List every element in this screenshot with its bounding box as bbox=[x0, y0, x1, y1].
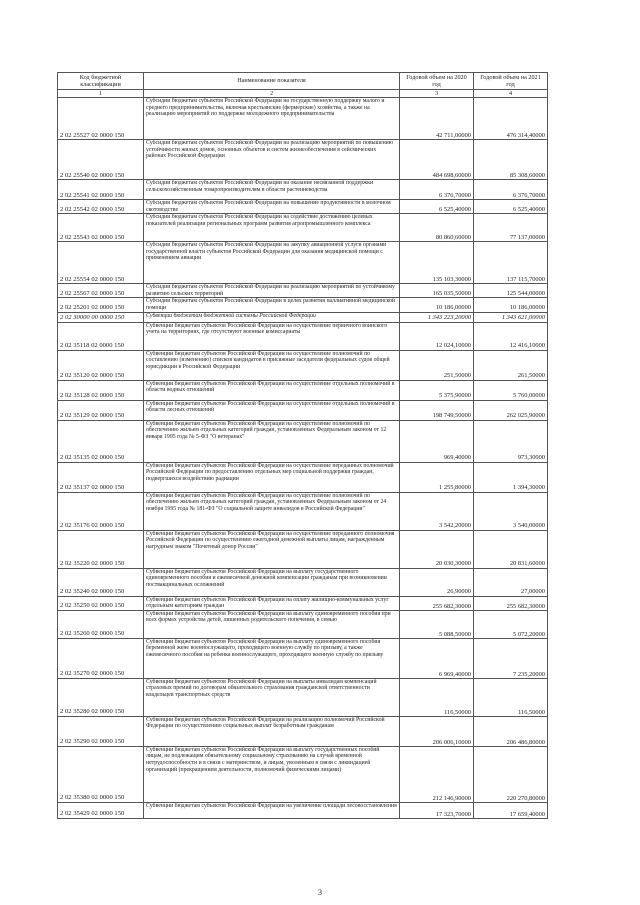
table-row bbox=[58, 610, 548, 638]
table-row bbox=[58, 746, 548, 802]
row-name: Субвенции бюджетам субъектов Российской Федерации на выплату государственных пособий лицам, не подлежащим обязательному социальному страхованию на случай временной нетрудоспособности и в связи с материнством, и лицам, уволенным в связи с ликвидацией организаций (прекращением деятельности, полномочий физическими лицами) bbox=[144, 746, 400, 802]
row-code: 2 02 35129 02 0000 150 bbox=[58, 400, 144, 420]
table-row bbox=[58, 180, 548, 200]
row-value-2021: 85 308,60000 bbox=[474, 140, 548, 180]
row-code: 2 02 25527 02 0000 150 bbox=[58, 98, 144, 140]
row-code: 2 02 35250 02 0000 150 bbox=[58, 596, 144, 610]
table-row bbox=[58, 350, 548, 380]
row-value-2021: 6 376,70000 bbox=[474, 180, 548, 200]
row-name: Субвенции бюджетам субъектов Российской Федерации на осуществление полномочий по обеспечению жильем отдельных категорий граждан, установленных Федеральным законом от 24 ноября 1995 года № 181-ФЗ "О социальной защите инвалидов в Российской Федерации" bbox=[144, 492, 400, 530]
row-code: 2 02 35270 02 0000 150 bbox=[58, 638, 144, 678]
row-value-2020: 165 035,50000 bbox=[400, 284, 474, 298]
row-code: 2 02 35290 02 0000 150 bbox=[58, 716, 144, 746]
row-value-2020: 20 030,30000 bbox=[400, 530, 474, 568]
row-code: 2 02 35137 02 0000 150 bbox=[58, 462, 144, 492]
header-sum-2020: Годовой объем на 2020 год bbox=[400, 73, 474, 90]
table-row bbox=[58, 298, 548, 312]
row-value-2020: 116,50000 bbox=[400, 678, 474, 716]
row-code: 2 02 25201 02 0000 150 bbox=[58, 298, 144, 312]
row-name: Субвенции бюджетам субъектов Российской Федерации на осуществление первичного воинского учета на территориях, где отсутствуют военные комиссариаты bbox=[144, 322, 400, 350]
row-value-2021: 20 831,60000 bbox=[474, 530, 548, 568]
row-code: 2 02 25554 02 0000 150 bbox=[58, 242, 144, 284]
table-row bbox=[58, 200, 548, 214]
row-value-2021: 7 235,20000 bbox=[474, 638, 548, 678]
row-value-2021: 116,50000 bbox=[474, 678, 548, 716]
row-value-2020: 3 542,20000 bbox=[400, 492, 474, 530]
row-name: Субсидии бюджетам субъектов Российской Федерации на повышение продуктивности в молочном скотоводстве bbox=[144, 200, 400, 214]
row-name: Субвенции бюджетам бюджетной системы Российской Федерации bbox=[144, 312, 400, 322]
table-row bbox=[58, 242, 548, 284]
row-value-2020: 5 088,50000 bbox=[400, 610, 474, 638]
table-row bbox=[58, 322, 548, 350]
row-code: 2 02 35128 02 0000 150 bbox=[58, 380, 144, 400]
row-value-2021: 262 025,90000 bbox=[474, 400, 548, 420]
table-row bbox=[58, 462, 548, 492]
table-row bbox=[58, 716, 548, 746]
table-row bbox=[58, 214, 548, 242]
row-value-2021: 6 525,40000 bbox=[474, 200, 548, 214]
table-row bbox=[58, 284, 548, 298]
table-row bbox=[58, 596, 548, 610]
header-code: Код бюджетной классификации bbox=[58, 73, 144, 90]
row-value-2020: 135 103,30000 bbox=[400, 242, 474, 284]
row-name: Субвенции бюджетам субъектов Российской Федерации на выплату единовременного пособия беременной жене военнослужащего, проходящего военную службу по призыву, а также ежемесячного пособия на ребенка военнослужащего, проходящего военную службу по призыву bbox=[144, 638, 400, 678]
row-value-2021: 5 760,00000 bbox=[474, 380, 548, 400]
table-row bbox=[58, 678, 548, 716]
table-row bbox=[58, 400, 548, 420]
header-sum-2021: Годовой объем на 2021 год bbox=[474, 73, 548, 90]
row-value-2020: 80 860,60000 bbox=[400, 214, 474, 242]
row-value-2021: 10 186,00000 bbox=[474, 298, 548, 312]
row-value-2020: 6 969,40000 bbox=[400, 638, 474, 678]
row-name: Субвенции бюджетам субъектов Российской Федерации на осуществление переданного полномочия Российской Федерации по осуществлению ежегодной денежной выплаты лицам, награжденным нагрудным знаком "Почетный донор России" bbox=[144, 530, 400, 568]
row-name: Субвенции бюджетам субъектов Российской Федерации на реализацию полномочий Российской Федерации по осуществлению социальных выплат безработным гражданам bbox=[144, 716, 400, 746]
row-code: 2 02 35220 02 0000 150 bbox=[58, 530, 144, 568]
table-header-row bbox=[58, 73, 548, 90]
row-code: 2 02 35429 02 0000 150 bbox=[58, 802, 144, 818]
header-name: Наименование показателя bbox=[144, 73, 400, 90]
column-number: 3 bbox=[400, 90, 474, 98]
table-row bbox=[58, 380, 548, 400]
row-code: 2 02 35135 02 0000 150 bbox=[58, 420, 144, 462]
row-value-2020: 42 711,00000 bbox=[400, 98, 474, 140]
row-code: 2 02 25543 02 0000 150 bbox=[58, 214, 144, 242]
row-code: 2 02 35118 02 0000 150 bbox=[58, 322, 144, 350]
row-value-2021: 476 314,40000 bbox=[474, 98, 548, 140]
budget-table bbox=[57, 72, 548, 819]
row-name: Субвенции бюджетам субъектов Российской Федерации на увеличение площади лесовосстановления bbox=[144, 802, 400, 818]
row-name: Субвенции бюджетам субъектов Российской Федерации на осуществление полномочий по составлению (изменению) списков кандидатов в присяжные заседатели федеральных судов общей юрисдикции в Российской Федерации bbox=[144, 350, 400, 380]
row-value-2020: 6 376,70000 bbox=[400, 180, 474, 200]
row-value-2021: 125 544,00000 bbox=[474, 284, 548, 298]
row-name: Субсидии бюджетам субъектов Российской Федерации в целях развития паллиативной медицинской помощи bbox=[144, 298, 400, 312]
row-code: 2 02 35280 02 0000 150 bbox=[58, 678, 144, 716]
row-value-2021: 3 540,00000 bbox=[474, 492, 548, 530]
row-value-2021: 137 115,70000 bbox=[474, 242, 548, 284]
table-row bbox=[58, 492, 548, 530]
row-value-2020: 12 024,10000 bbox=[400, 322, 474, 350]
row-value-2021: 77 137,00000 bbox=[474, 214, 548, 242]
table-row bbox=[58, 802, 548, 818]
row-value-2020: 251,50000 bbox=[400, 350, 474, 380]
row-name: Субвенции бюджетам субъектов Российской Федерации на выплату единовременного пособия при всех формах устройства детей, лишенных родительского попечения, в семью bbox=[144, 610, 400, 638]
row-code: 2 02 30000 00 0000 150 bbox=[58, 312, 144, 322]
table-row bbox=[58, 140, 548, 180]
table-row bbox=[58, 568, 548, 596]
row-value-2020: 969,40000 bbox=[400, 420, 474, 462]
row-value-2020: 1 343 223,20000 bbox=[400, 312, 474, 322]
row-name: Субсидии бюджетам субъектов Российской Федерации на оказание несвязанной поддержки сельскохозяйственным товаропроизводителям в области растениеводства bbox=[144, 180, 400, 200]
table-row bbox=[58, 420, 548, 462]
row-value-2021: 17 659,40000 bbox=[474, 802, 548, 818]
row-name: Субвенции бюджетам субъектов Российской Федерации на осуществление переданных полномочий Российской Федерации по предоставлению отдельных мер социальной поддержки граждан, подвергшихся воздействию радиации bbox=[144, 462, 400, 492]
row-value-2020: 6 525,40000 bbox=[400, 200, 474, 214]
page-number: 3 bbox=[318, 888, 322, 897]
row-code: 2 02 25541 02 0000 150 bbox=[58, 180, 144, 200]
row-name: Субвенции бюджетам субъектов Российской Федерации на осуществление отдельных полномочий в области лесных отношений bbox=[144, 400, 400, 420]
row-value-2021: 206 486,80000 bbox=[474, 716, 548, 746]
row-name: Субсидии бюджетам субъектов Российской Федерации на реализацию мероприятий по устойчивому развитию сельских территорий bbox=[144, 284, 400, 298]
row-name: Субсидии бюджетам субъектов Российской Федерации на реализацию мероприятий по повышению устойчивости жилых домов, основных объектов и систем жизнеобеспечения в сейсмических районах Российской Федерации bbox=[144, 140, 400, 180]
table-row bbox=[58, 530, 548, 568]
row-value-2021: 973,30000 bbox=[474, 420, 548, 462]
row-value-2020: 212 146,90000 bbox=[400, 746, 474, 802]
row-value-2021: 27,00000 bbox=[474, 568, 548, 596]
row-value-2021: 255 682,30000 bbox=[474, 596, 548, 610]
row-name: Субвенции бюджетам субъектов Российской Федерации на осуществление полномочий по обеспечению жильем отдельных категорий граждан, установленных Федеральным законом от 12 января 1995 года № 5-ФЗ "О ветеранах" bbox=[144, 420, 400, 462]
row-value-2020: 17 323,70000 bbox=[400, 802, 474, 818]
row-code: 2 02 35240 02 0000 150 bbox=[58, 568, 144, 596]
row-code: 2 02 35260 02 0000 150 bbox=[58, 610, 144, 638]
row-name: Субвенции бюджетам субъектов Российской Федерации на осуществление отдельных полномочий в области водных отношений bbox=[144, 380, 400, 400]
row-name: Субвенции бюджетам субъектов Российской Федерации на оплату жилищно-коммунальных услуг отдельным категориям граждан bbox=[144, 596, 400, 610]
row-value-2021: 1 343 621,00000 bbox=[474, 312, 548, 322]
table-row bbox=[58, 98, 548, 140]
row-value-2020: 10 186,00000 bbox=[400, 298, 474, 312]
row-name: Субсидии бюджетам субъектов Российской Федерации на закупку авиационной услуги органами государственной власти субъектов Российской Федерации для оказания медицинской помощи с применением авиации bbox=[144, 242, 400, 284]
row-code: 2 02 25567 02 0000 150 bbox=[58, 284, 144, 298]
row-value-2020: 1 255,80000 bbox=[400, 462, 474, 492]
row-code: 2 02 35380 02 0000 150 bbox=[58, 746, 144, 802]
row-value-2021: 220 270,80000 bbox=[474, 746, 548, 802]
row-value-2021: 1 394,30000 bbox=[474, 462, 548, 492]
row-value-2021: 261,50000 bbox=[474, 350, 548, 380]
row-value-2020: 198 749,50000 bbox=[400, 400, 474, 420]
row-name: Субвенции бюджетам субъектов Российской Федерации на выплату государственного единовременного пособия и ежемесячной денежной компенсации гражданам при возникновении поствакцинальных осложнений bbox=[144, 568, 400, 596]
column-number-row bbox=[58, 90, 548, 98]
row-code: 2 02 25542 02 0000 150 bbox=[58, 200, 144, 214]
row-name: Субвенции бюджетам субъектов Российской Федерации на выплаты инвалидам компенсаций страховых премий по договорам обязательного страхования гражданской ответственности владельцев транспортных средств bbox=[144, 678, 400, 716]
column-number: 1 bbox=[58, 90, 144, 98]
row-code: 2 02 35176 02 0000 150 bbox=[58, 492, 144, 530]
row-name: Субсидии бюджетам субъектов Российской Федерации на государственную поддержку малого и среднего предпринимательства, включая крестьянские (фермерские) хозяйства, а также на реализацию мероприятий по поддержке молодежного предпринимательства bbox=[144, 98, 400, 140]
row-code: 2 02 35120 02 0000 150 bbox=[58, 350, 144, 380]
row-value-2021: 12 416,10000 bbox=[474, 322, 548, 350]
row-name: Субсидии бюджетам субъектов Российской Федерации на содействие достижению целевых показателей реализации региональных программ развития агропромышленного комплекса bbox=[144, 214, 400, 242]
table-body bbox=[58, 98, 548, 819]
row-value-2020: 484 698,60000 bbox=[400, 140, 474, 180]
column-number: 4 bbox=[474, 90, 548, 98]
row-code: 2 02 25540 02 0000 150 bbox=[58, 140, 144, 180]
table-row bbox=[58, 312, 548, 322]
row-value-2020: 255 682,30000 bbox=[400, 596, 474, 610]
row-value-2021: 5 072,20000 bbox=[474, 610, 548, 638]
column-number: 2 bbox=[144, 90, 400, 98]
row-value-2020: 26,90000 bbox=[400, 568, 474, 596]
row-value-2020: 206 006,10000 bbox=[400, 716, 474, 746]
row-value-2020: 5 375,90000 bbox=[400, 380, 474, 400]
table-row bbox=[58, 638, 548, 678]
